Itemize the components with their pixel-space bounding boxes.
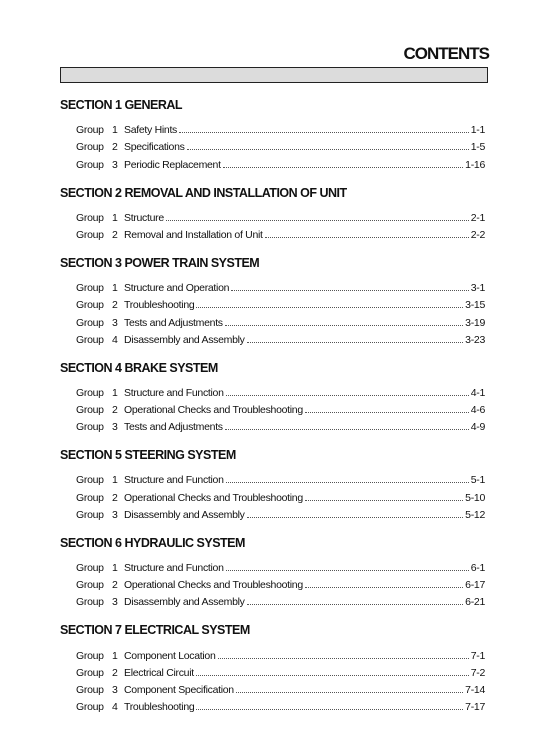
toc-entry [76,696,485,713]
group-label: Group [76,333,104,346]
group-label: Group [76,683,104,696]
dot-leader [225,325,463,326]
group-number: 1 [112,282,118,295]
dot-leader [305,412,469,413]
group-label: Group [76,596,104,609]
page-number: 7-1 [470,649,485,662]
page-number: 1-5 [470,141,485,154]
group-label: Group [76,404,104,417]
group-number: 4 [112,333,118,346]
toc-entry [76,399,485,416]
group-label: Group [76,562,104,574]
page-number: 3-15 [465,299,485,312]
group-label: Group [76,386,104,399]
toc-section [60,359,485,434]
group-label: Group [76,124,104,137]
page-number: 6-21 [465,596,485,609]
group-number: 3 [112,508,118,521]
group-label: Group [76,141,104,154]
dot-leader [179,132,469,133]
entry-title: Structure and Operation [124,282,230,295]
toc-section [60,534,485,609]
page-number: 5-1 [470,474,485,487]
toc-entry [76,277,485,294]
dot-leader [247,517,464,518]
page-number: 1-1 [470,124,485,137]
toc-entry [76,311,485,328]
page-number: 5-10 [465,491,485,504]
entry-title: Component Location [124,649,216,662]
entry-title: Electrical Circuit [124,666,194,679]
group-number: 2 [112,228,118,241]
toc-entry [76,207,485,224]
toc-entry [76,224,485,241]
entry-title: Tests and Adjustments [124,421,223,434]
page-number: 1-16 [465,158,485,171]
toc-entry [76,574,485,591]
group-number: 1 [112,211,118,224]
entry-title: Operational Checks and Troubleshooting [124,491,303,504]
entry-title: Operational Checks and Troubleshooting [124,404,303,417]
group-number: 2 [112,666,118,679]
group-number: 2 [112,141,118,154]
group-number: 2 [112,404,118,417]
page-number: 7-17 [465,701,485,714]
dot-leader [231,290,469,291]
toc-entry [76,486,485,503]
entry-title: Component Specification [124,683,234,696]
entry-title: Tests and Adjustments [124,316,223,329]
group-label: Group [76,211,104,224]
group-number: 1 [112,474,118,487]
entry-title: Troubleshooting [124,701,195,714]
group-number: 2 [112,299,118,312]
section-title: SECTION 1 GENERAL [60,98,183,112]
title-bar [60,67,488,83]
group-number: 3 [112,683,118,696]
group-number: 4 [112,701,118,714]
table-of-contents [60,96,485,726]
group-label: Group [76,666,104,679]
toc-entry [76,382,485,399]
entry-title: Periodic Replacement [124,158,221,171]
dot-leader [226,482,469,483]
section-title: SECTION 5 STEERING SYSTEM [60,448,236,463]
group-label: Group [76,421,104,434]
entry-title: Removal and Installation of Unit [124,228,263,241]
dot-leader [196,675,469,676]
group-number: 1 [112,562,118,574]
group-label: Group [76,579,104,592]
dot-leader [166,220,469,221]
page-number: 2-2 [470,228,485,241]
group-label: Group [76,491,104,504]
dot-leader [247,604,464,605]
group-label: Group [76,228,104,241]
group-number: 1 [112,386,118,399]
entry-title: Disassembly and Assembly [124,333,245,346]
group-label: Group [76,701,104,714]
page-number: 4-1 [470,386,485,399]
group-number: 3 [112,316,118,329]
page-number: 6-1 [470,562,485,574]
group-number: 3 [112,596,118,609]
entry-title: Structure and Function [124,562,224,574]
group-label: Group [76,649,104,662]
group-number: 3 [112,158,118,171]
entry-title: Disassembly and Assembly [124,596,245,609]
dot-leader [236,692,463,693]
dot-leader [187,149,469,150]
entry-title: Operational Checks and Troubleshooting [124,579,303,592]
toc-entry [76,329,485,346]
section-title: SECTION 2 REMOVAL AND INSTALLATION OF UNIT [60,185,347,200]
group-number: 2 [112,579,118,592]
toc-section [60,446,485,521]
toc-entry [76,679,485,696]
dot-leader [226,395,469,396]
page-number: 4-9 [470,421,485,434]
page-number: 2-1 [470,211,485,224]
toc-section [60,184,485,241]
entry-title: Troubleshooting [124,299,195,312]
entry-title: Structure [124,211,164,224]
dot-leader [196,709,463,710]
section-title: SECTION 3 POWER TRAIN SYSTEM [60,255,260,270]
group-label: Group [76,299,104,312]
toc-entry [76,557,485,574]
dot-leader [225,429,469,430]
toc-entry [76,153,485,170]
toc-entry [76,662,485,679]
toc-entry [76,469,485,486]
section-title: SECTION 6 HYDRAULIC SYSTEM [60,535,245,550]
section-title: SECTION 4 BRAKE SYSTEM [60,360,218,375]
group-label: Group [76,316,104,329]
page-number: 5-12 [465,508,485,521]
entry-title: Disassembly and Assembly [124,508,245,521]
page-number: 7-2 [470,666,485,679]
group-label: Group [76,282,104,295]
page-number: 4-6 [470,404,485,417]
dot-leader [223,167,463,168]
entry-title: Structure and Function [124,474,224,487]
entry-title: Specifications [124,141,185,154]
toc-entry [76,416,485,433]
page-number: 3-1 [470,282,485,295]
toc-entry [76,119,485,136]
page-number: 3-23 [465,333,485,346]
group-label: Group [76,158,104,171]
dot-leader [265,237,469,238]
toc-entry [76,136,485,153]
toc-section [60,254,485,346]
toc-section [60,621,485,713]
entry-title: Safety Hints [124,124,178,137]
page-number: 6-17 [465,579,485,592]
group-label: Group [76,474,104,487]
dot-leader [247,342,464,343]
section-title: SECTION 7 ELECTRICAL SYSTEM [60,623,250,638]
group-label: Group [76,508,104,521]
toc-entry [76,644,485,661]
toc-entry [76,294,485,311]
dot-leader [226,570,469,571]
toc-entry [76,591,485,608]
page-number: 7-14 [465,683,485,696]
toc-section [60,96,485,171]
group-number: 3 [112,421,118,434]
dot-leader [196,307,463,308]
dot-leader [305,587,463,588]
group-number: 2 [112,491,118,504]
page-number: 3-19 [465,316,485,329]
group-number: 1 [112,649,118,662]
entry-title: Structure and Function [124,386,224,399]
dot-leader [305,500,463,501]
group-number: 1 [112,124,118,137]
dot-leader [218,658,469,659]
toc-entry [76,504,485,521]
page-title: CONTENTS [403,44,489,63]
